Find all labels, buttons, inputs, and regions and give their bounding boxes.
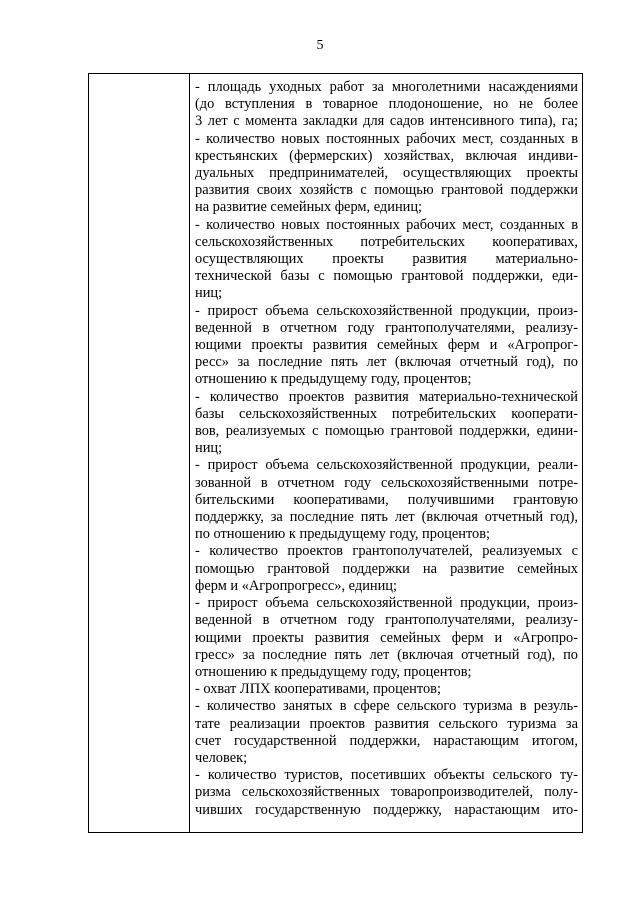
table-text-line: - количество новых постоянных рабочих мест, созданных в [195,130,578,147]
table-text-line: - прирост объема сельскохозяйственной продукции, произ- [195,302,578,319]
table-text-line: 3 лет с момента закладки для садов интенсивного типа), га; [195,113,578,130]
table-text-line: - прирост объема сельскохозяйственной продукции, реали- [195,457,578,474]
indicators-table [88,73,583,833]
table-text-line: развития своих хозяйств с помощью грантовой поддержки [195,182,578,199]
table-text-line: веденной в отчетном году грантополучателями, реализу- [195,319,578,336]
table-text-line: бительскими кооперативами, получившими грантовую [195,491,578,508]
table-text-line: веденной в отчетном году грантополучателями, реализу- [195,612,578,629]
table-text-line: базы сельскохозяйственных потребительских кооперати- [195,405,578,422]
table-text-line: на развитие семейных ферм, единиц; [195,199,423,216]
table-text-line: крестьянских (фермерских) хозяйствах, включая индиви- [195,147,578,164]
table-text-line: отношению к предыдущему году, процентов; [195,663,472,680]
table-text-line: технической базы с помощью грантовой поддержки, еди- [195,268,578,285]
table-text-line: счет государственной поддержки, нарастающим итогом, [195,732,578,749]
table-text-line: сельскохозяйственных потребительских кооперативах, [195,233,578,250]
table-text-line: - количество проектов грантополучателей, реализуемых с [195,543,578,560]
table-text-line: - охват ЛПХ кооперативами, процентов; [195,681,441,698]
table-text-line: гресс» за последние пять лет (включая отчетный год), по [195,646,578,663]
page-number: 5 [316,38,324,53]
table-text-line: ниц; [195,440,223,457]
table-text-line: (до вступления в товарное плодоношение, но не более [195,96,578,113]
table-text-line: - количество занятых в сфере сельского туризма в резуль- [195,698,578,715]
table-text-line: - площадь уходных работ за многолетними насаждениями [195,79,578,95]
table-text-line: ющими проекты развития семейных ферм и «Агропрог- [195,337,578,354]
table-text-line: поддержку, за последние пять лет (включая отчетный год), [195,509,578,526]
table-text-line: дуальных предпринимателей, осуществляющих проекты [195,165,578,182]
table-text-line: - прирост объема сельскохозяйственной продукции, произ- [195,595,578,612]
table-text-line: - количество новых постоянных рабочих мест, созданных в [195,216,578,233]
table-text-line: тате реализации проектов развития сельского туризма за [195,715,578,732]
table-text-line: по отношению к предыдущему году, процентов; [195,526,491,543]
table-text-line: - количество туристов, посетивших объекты сельского ту- [195,767,578,784]
table-text-line: - количество проектов развития материально-технической [195,388,578,405]
table-text-line: ферм и «Агропрогресс», единиц; [195,577,397,594]
table-text-line: чивших государственную поддержку, нарастающим ито- [195,801,578,818]
table-text-line: помощью грантовой поддержки на развитие семейных [195,560,578,577]
table-text-line: зованной в отчетном году сельскохозяйственными потре- [195,474,578,491]
table-left-cell [89,74,190,832]
table-text-line: ниц; [195,285,223,302]
table-text-line: ющими проекты развития семейных ферм и «Агропро- [195,629,578,646]
table-text-line: человек; [195,749,248,766]
table-text-line: отношению к предыдущему году, процентов; [195,371,472,388]
table-text-line: ресс» за последние пять лет (включая отчетный год), по [195,354,578,371]
table-right-cell [190,74,582,819]
table-text-line: ризма сельскохозяйственных товаропроизводителей, полу- [195,784,578,801]
table-text-line: вов, реализуемых с помощью грантовой поддержки, едини- [195,423,578,440]
table-text-line: осуществляющих проекты развития материально- [195,251,578,268]
